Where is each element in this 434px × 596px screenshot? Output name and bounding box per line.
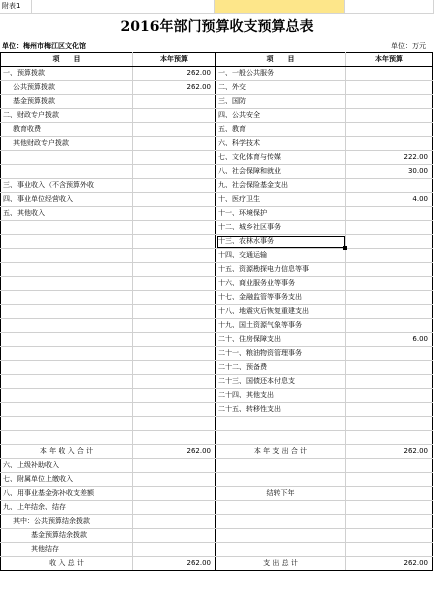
- expense-item-cell[interactable]: [216, 501, 346, 515]
- expense-item-cell[interactable]: 十七、金融监管等事务支出: [216, 291, 346, 305]
- income-budget-cell[interactable]: [133, 487, 216, 501]
- income-item-cell[interactable]: [1, 319, 133, 333]
- expense-budget-cell[interactable]: [346, 81, 433, 95]
- income-item-cell[interactable]: 其他财政专户拨款: [1, 137, 133, 151]
- cell-a1[interactable]: 附表1: [0, 0, 32, 13]
- income-item-cell[interactable]: 公共预算拨款: [1, 81, 133, 95]
- table-row: [1, 333, 433, 347]
- income-budget-cell[interactable]: [133, 165, 216, 179]
- income-item-cell[interactable]: 教育收费: [1, 123, 133, 137]
- income-budget-cell[interactable]: [133, 333, 216, 347]
- income-item-cell[interactable]: [1, 291, 133, 305]
- table-row: [1, 67, 433, 81]
- income-item-cell[interactable]: 基金预算结余拨款: [1, 529, 133, 543]
- table-row: [1, 277, 433, 291]
- table-row: [1, 109, 433, 123]
- table-row: [1, 375, 433, 389]
- expense-item-cell[interactable]: 十八、地震灾后恢复重建支出: [216, 305, 346, 319]
- income-budget-cell[interactable]: [133, 473, 216, 487]
- expense-budget-cell[interactable]: 262.00: [346, 557, 433, 571]
- fill-handle[interactable]: [343, 246, 347, 250]
- cell-b1[interactable]: [32, 0, 215, 13]
- income-budget-cell[interactable]: [133, 291, 216, 305]
- header-income-budget[interactable]: 本年预算: [133, 53, 216, 67]
- expense-budget-cell[interactable]: [346, 95, 433, 109]
- total-row: [1, 445, 433, 459]
- income-item-cell[interactable]: 八、用事业基金弥补收支差额: [1, 487, 133, 501]
- expense-budget-cell[interactable]: 222.00: [346, 151, 433, 165]
- income-budget-cell[interactable]: [133, 151, 216, 165]
- expense-budget-cell[interactable]: [346, 109, 433, 123]
- income-item-cell[interactable]: 九、上年结余、结存: [1, 501, 133, 515]
- income-item-cell[interactable]: 本 年 收 入 合 计: [1, 445, 133, 459]
- expense-item-cell[interactable]: 十六、商业服务业等事务: [216, 277, 346, 291]
- table-row: [1, 389, 433, 403]
- expense-budget-cell[interactable]: [346, 515, 433, 529]
- table-row: [1, 529, 433, 543]
- expense-budget-cell[interactable]: [346, 473, 433, 487]
- income-budget-cell[interactable]: [133, 207, 216, 221]
- expense-item-cell[interactable]: 一、一般公共服务: [216, 67, 346, 81]
- page-title: 2016年部门预算收支预算总表: [120, 19, 314, 35]
- income-budget-cell[interactable]: 262.00: [133, 557, 216, 571]
- income-budget-cell[interactable]: [133, 543, 216, 557]
- expense-item-cell[interactable]: [216, 459, 346, 473]
- table-row: [1, 137, 433, 151]
- table-row: [1, 221, 433, 235]
- expense-budget-cell[interactable]: [346, 543, 433, 557]
- table-row: [1, 235, 433, 249]
- income-budget-cell[interactable]: [133, 235, 216, 249]
- table-row: [1, 319, 433, 333]
- income-item-cell[interactable]: [1, 277, 133, 291]
- expense-item-cell[interactable]: 四、公共安全: [216, 109, 346, 123]
- sheet-top-row: [0, 0, 434, 14]
- expense-budget-cell[interactable]: [346, 487, 433, 501]
- income-item-cell[interactable]: 收 入 总 计: [1, 557, 133, 571]
- table-row: [1, 501, 433, 515]
- income-budget-cell[interactable]: [133, 361, 216, 375]
- expense-budget-cell[interactable]: [346, 431, 433, 445]
- expense-item-cell[interactable]: 十三、农林水事务: [216, 235, 346, 249]
- income-budget-cell[interactable]: [133, 319, 216, 333]
- income-item-cell[interactable]: 其中：公共预算结余拨款: [1, 515, 133, 529]
- expense-item-cell[interactable]: 六、科学技术: [216, 137, 346, 151]
- income-item-cell[interactable]: [1, 389, 133, 403]
- expense-item-cell[interactable]: 二、外交: [216, 81, 346, 95]
- expense-budget-cell[interactable]: [346, 459, 433, 473]
- header-income-item[interactable]: 项 目: [1, 53, 133, 67]
- expense-budget-cell[interactable]: [346, 221, 433, 235]
- cell-d1[interactable]: [345, 0, 434, 13]
- income-budget-cell[interactable]: [133, 221, 216, 235]
- expense-item-cell[interactable]: [216, 529, 346, 543]
- income-item-cell[interactable]: [1, 347, 133, 361]
- income-item-cell[interactable]: [1, 263, 133, 277]
- expense-budget-cell[interactable]: [346, 277, 433, 291]
- income-budget-cell[interactable]: [133, 403, 216, 417]
- header-expense-item[interactable]: 项 目: [216, 53, 346, 67]
- table-row: [1, 179, 433, 193]
- expense-item-cell[interactable]: [216, 473, 346, 487]
- table-row: [1, 487, 433, 501]
- income-budget-cell[interactable]: [133, 277, 216, 291]
- income-budget-cell[interactable]: 262.00: [133, 445, 216, 459]
- expense-budget-cell[interactable]: [346, 417, 433, 431]
- expense-budget-cell[interactable]: [346, 389, 433, 403]
- expense-item-cell[interactable]: [216, 543, 346, 557]
- income-budget-cell[interactable]: [133, 347, 216, 361]
- income-item-cell[interactable]: [1, 361, 133, 375]
- table-row: [1, 249, 433, 263]
- table-row: [1, 473, 433, 487]
- income-item-cell[interactable]: [1, 305, 133, 319]
- income-item-cell[interactable]: 三、事业收入（不含预算外收: [1, 179, 133, 193]
- table-row: [1, 95, 433, 109]
- table-row: [1, 543, 433, 557]
- income-budget-cell[interactable]: [133, 109, 216, 123]
- income-budget-cell[interactable]: [133, 95, 216, 109]
- income-budget-cell[interactable]: [133, 501, 216, 515]
- income-budget-cell[interactable]: [133, 459, 216, 473]
- expense-budget-cell[interactable]: [346, 249, 433, 263]
- income-budget-cell[interactable]: [133, 305, 216, 319]
- expense-item-cell[interactable]: 二十三、国债还本付息支: [216, 375, 346, 389]
- expense-item-cell[interactable]: 八、社会保障和就业: [216, 165, 346, 179]
- unit-org-label: 单位：梅州市梅江区文化馆: [2, 42, 86, 50]
- income-budget-cell[interactable]: [133, 249, 216, 263]
- expense-item-cell[interactable]: 十二、城乡社区事务: [216, 221, 346, 235]
- table-row: [1, 459, 433, 473]
- income-budget-cell[interactable]: [133, 515, 216, 529]
- income-budget-cell[interactable]: [133, 375, 216, 389]
- income-item-cell[interactable]: 一、预算拨款: [1, 67, 133, 81]
- table-row: [1, 151, 433, 165]
- income-item-cell[interactable]: [1, 375, 133, 389]
- income-item-cell[interactable]: [1, 403, 133, 417]
- expense-item-cell[interactable]: 十四、交通运输: [216, 249, 346, 263]
- income-budget-cell[interactable]: 262.00: [133, 67, 216, 81]
- expense-budget-cell[interactable]: 6.00: [346, 333, 433, 347]
- expense-budget-cell[interactable]: [346, 361, 433, 375]
- expense-budget-cell[interactable]: [346, 529, 433, 543]
- income-item-cell[interactable]: 五、其他收入: [1, 207, 133, 221]
- expense-item-cell[interactable]: 五、教育: [216, 123, 346, 137]
- budget-table: [0, 52, 433, 571]
- expense-item-cell[interactable]: 十五、资源勘探电力信息等事: [216, 263, 346, 277]
- grand-total-row: [1, 557, 433, 571]
- income-item-cell[interactable]: [1, 333, 133, 347]
- table-row: [1, 431, 433, 445]
- income-item-cell[interactable]: [1, 417, 133, 431]
- expense-budget-cell[interactable]: [346, 375, 433, 389]
- income-item-cell[interactable]: 基金预算拨款: [1, 95, 133, 109]
- income-budget-cell[interactable]: [133, 431, 216, 445]
- income-item-cell[interactable]: [1, 249, 133, 263]
- expense-item-cell[interactable]: 二十四、其他支出: [216, 389, 346, 403]
- income-budget-cell[interactable]: [133, 263, 216, 277]
- income-item-cell[interactable]: 其他结存: [1, 543, 133, 557]
- income-budget-cell[interactable]: [133, 529, 216, 543]
- table-row: [1, 207, 433, 221]
- expense-item-cell[interactable]: [216, 515, 346, 529]
- income-item-cell[interactable]: [1, 221, 133, 235]
- expense-item-cell[interactable]: [216, 431, 346, 445]
- table-row: [1, 193, 433, 207]
- expense-budget-cell[interactable]: 262.00: [346, 445, 433, 459]
- expense-item-cell[interactable]: 本 年 支 出 合 计: [216, 445, 346, 459]
- table-row: [1, 165, 433, 179]
- expense-budget-cell[interactable]: [346, 137, 433, 151]
- table-row: [1, 347, 433, 361]
- expense-item-cell[interactable]: 结转下年: [216, 487, 346, 501]
- expense-item-cell[interactable]: [216, 417, 346, 431]
- income-budget-cell[interactable]: 262.00: [133, 81, 216, 95]
- expense-item-cell[interactable]: 二十五、转移性支出: [216, 403, 346, 417]
- expense-budget-cell[interactable]: [346, 179, 433, 193]
- income-budget-cell[interactable]: [133, 137, 216, 151]
- table-row: [1, 291, 433, 305]
- expense-item-cell[interactable]: 十一、环境保护: [216, 207, 346, 221]
- table-header-row: [1, 53, 433, 67]
- expense-budget-cell[interactable]: [346, 263, 433, 277]
- expense-budget-cell[interactable]: [346, 347, 433, 361]
- expense-budget-cell[interactable]: [346, 501, 433, 515]
- expense-budget-cell[interactable]: [346, 403, 433, 417]
- expense-budget-cell[interactable]: [346, 67, 433, 81]
- expense-budget-cell[interactable]: [346, 123, 433, 137]
- income-budget-cell[interactable]: [133, 193, 216, 207]
- income-item-cell[interactable]: 七、附属单位上缴收入: [1, 473, 133, 487]
- income-budget-cell[interactable]: [133, 123, 216, 137]
- income-item-cell[interactable]: [1, 431, 133, 445]
- income-budget-cell[interactable]: [133, 389, 216, 403]
- expense-budget-cell[interactable]: [346, 319, 433, 333]
- expense-budget-cell[interactable]: 30.00: [346, 165, 433, 179]
- income-item-cell[interactable]: 四、事业单位经营收入: [1, 193, 133, 207]
- income-item-cell[interactable]: [1, 165, 133, 179]
- expense-item-cell[interactable]: 二十二、预备费: [216, 361, 346, 375]
- expense-item-cell[interactable]: 十九、国土资源气象等事务: [216, 319, 346, 333]
- expense-item-cell[interactable]: 二十一、粮油物资管理事务: [216, 347, 346, 361]
- expense-budget-cell[interactable]: [346, 305, 433, 319]
- table-row: [1, 123, 433, 137]
- expense-item-cell[interactable]: 支 出 总 计: [216, 557, 346, 571]
- expense-item-cell[interactable]: 九、社会保险基金支出: [216, 179, 346, 193]
- income-item-cell[interactable]: 六、上级补助收入: [1, 459, 133, 473]
- table-row: [1, 361, 433, 375]
- unit-line: [0, 40, 434, 52]
- expense-budget-cell[interactable]: [346, 235, 433, 249]
- header-expense-budget[interactable]: 本年预算: [346, 53, 433, 67]
- income-budget-cell[interactable]: [133, 417, 216, 431]
- table-row: [1, 403, 433, 417]
- expense-budget-cell[interactable]: [346, 207, 433, 221]
- expense-item-cell[interactable]: 十、医疗卫生: [216, 193, 346, 207]
- table-row: [1, 263, 433, 277]
- income-item-cell[interactable]: [1, 235, 133, 249]
- income-item-cell[interactable]: 二、财政专户拨款: [1, 109, 133, 123]
- unit-currency-label: 单位：万元: [391, 42, 426, 50]
- table-row: [1, 305, 433, 319]
- cell-c1-highlighted[interactable]: [215, 0, 345, 13]
- table-row: [1, 515, 433, 529]
- income-budget-cell[interactable]: [133, 179, 216, 193]
- table-row: [1, 417, 433, 431]
- expense-item-cell[interactable]: 三、国防: [216, 95, 346, 109]
- table-row: [1, 81, 433, 95]
- expense-budget-cell[interactable]: [346, 291, 433, 305]
- expense-item-cell[interactable]: 七、文化体育与传媒: [216, 151, 346, 165]
- expense-budget-cell[interactable]: 4.00: [346, 193, 433, 207]
- income-item-cell[interactable]: [1, 151, 133, 165]
- expense-item-cell[interactable]: 二十、住房保障支出: [216, 333, 346, 347]
